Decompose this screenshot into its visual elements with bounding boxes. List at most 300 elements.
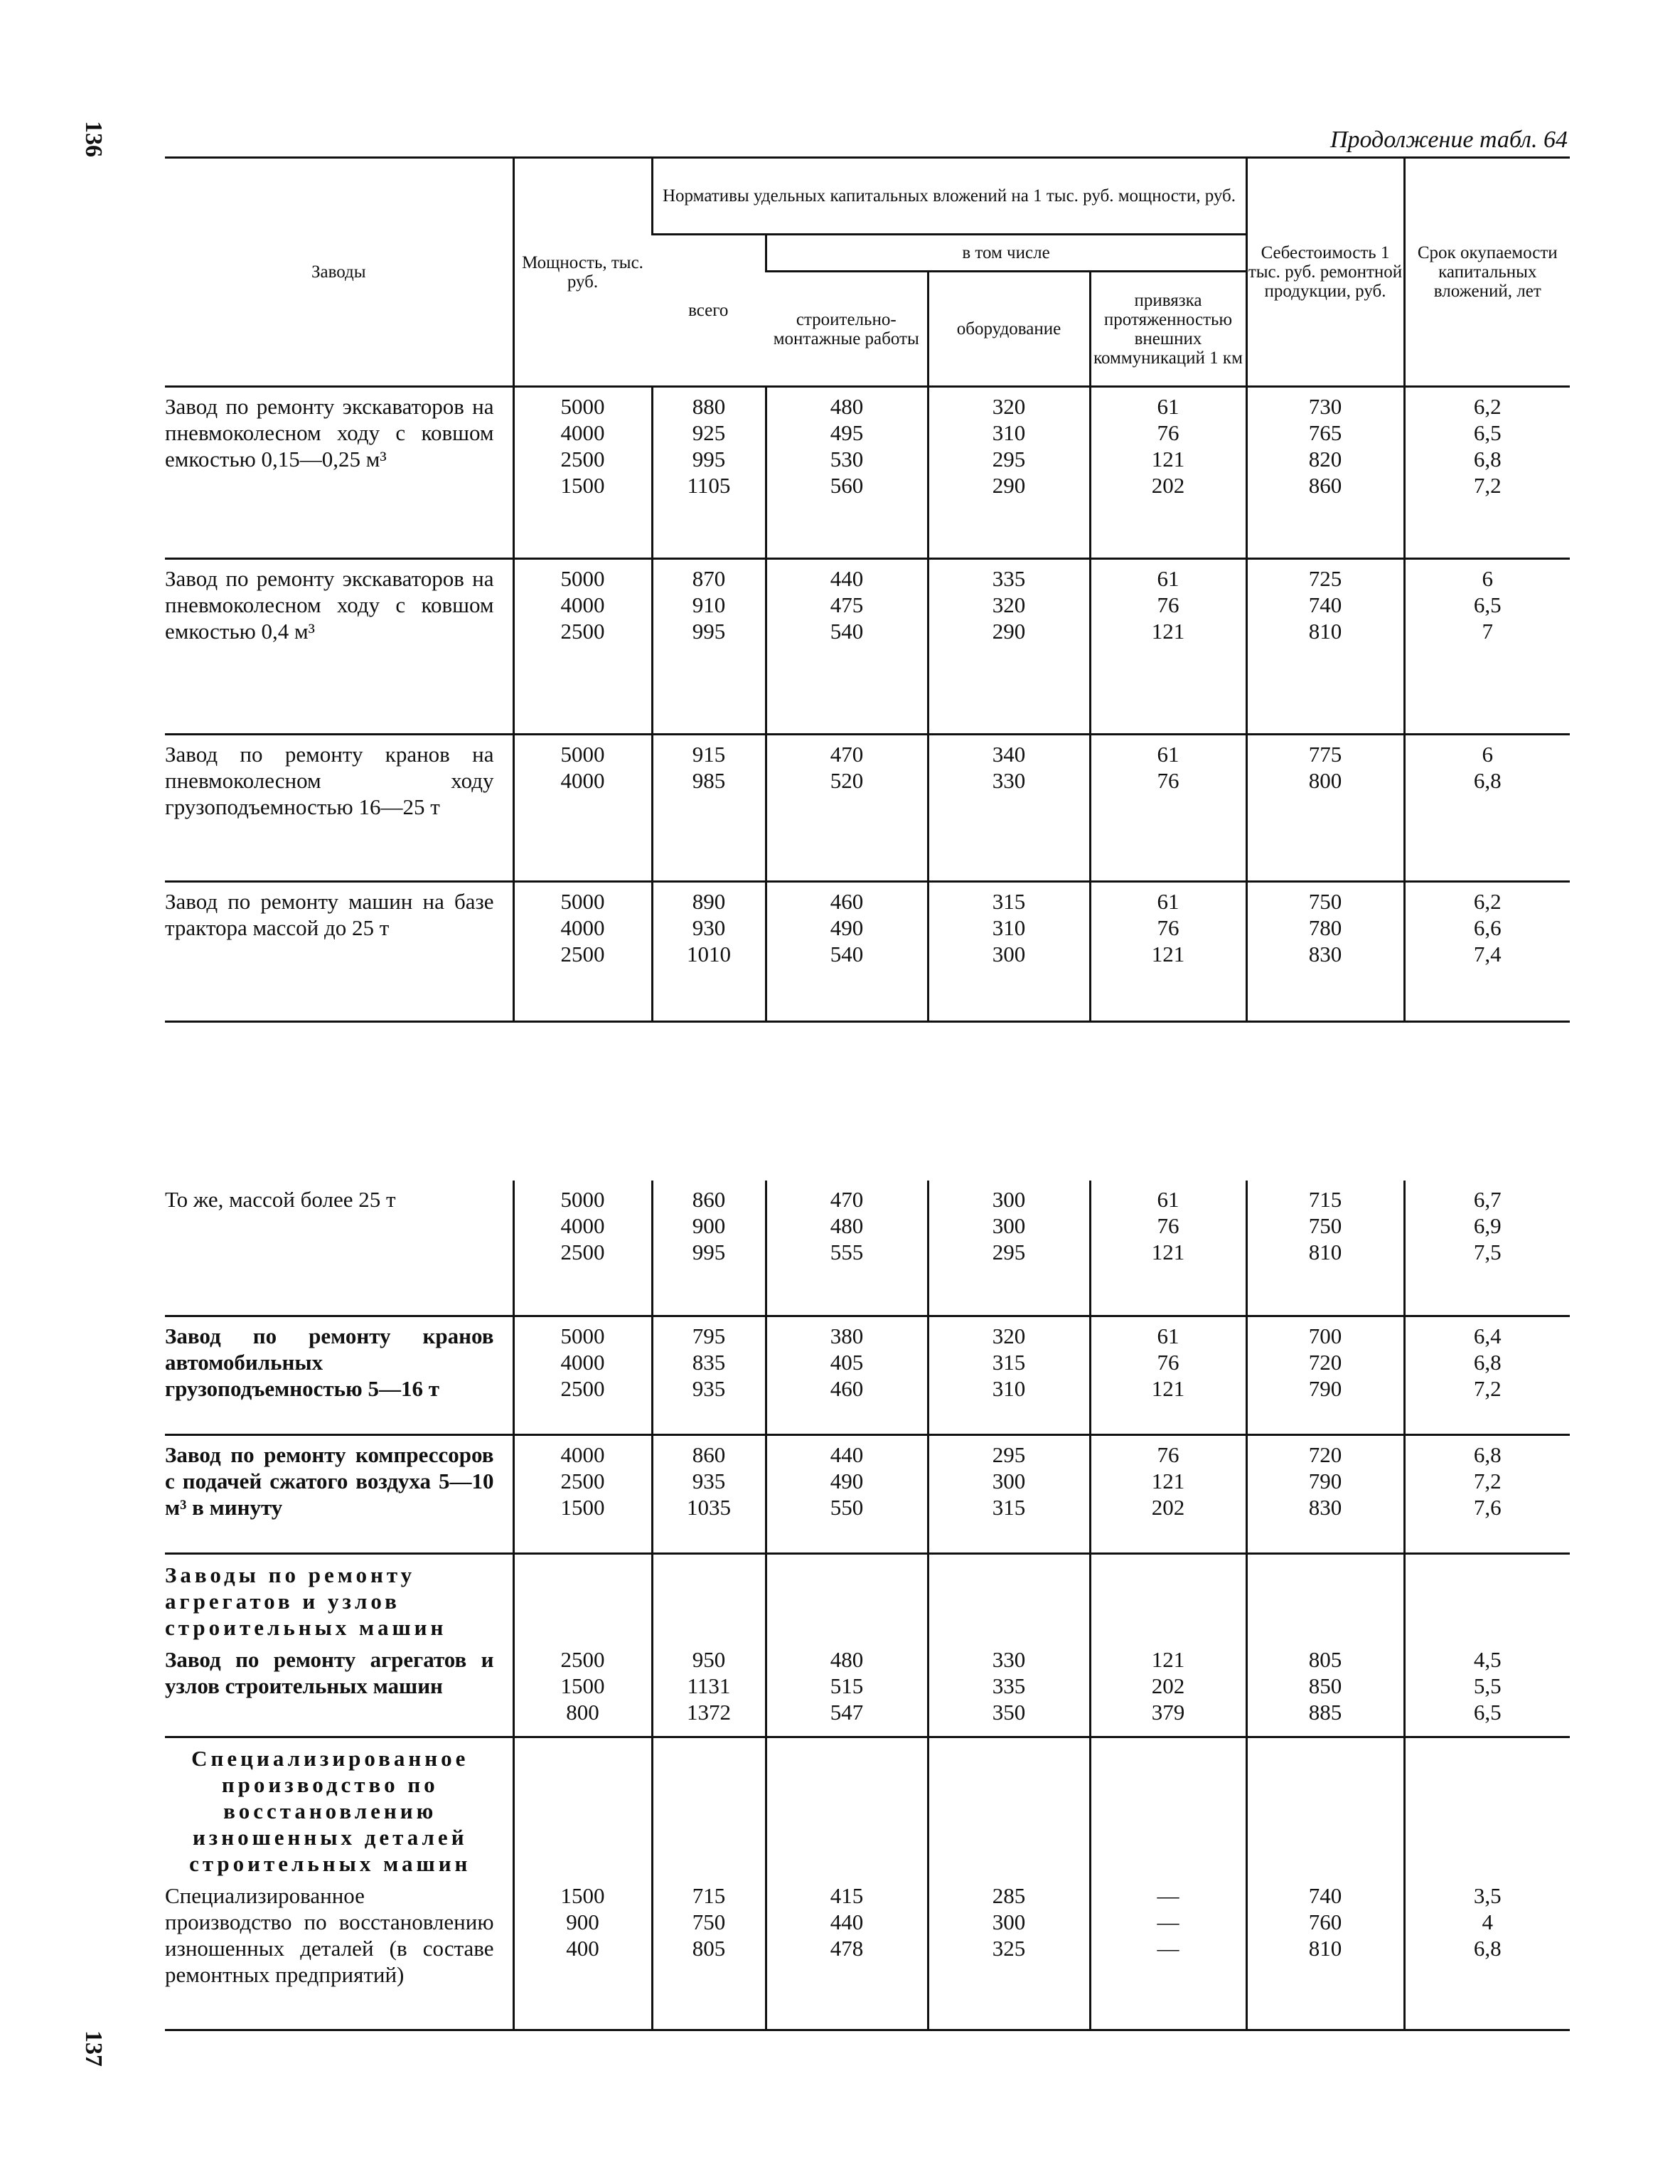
total-cell [652,559,766,735]
equipment-cell [928,1181,1090,1316]
construction-value: 440 [830,1909,864,1934]
table-row [165,1316,1570,1435]
equipment-value: 300 [992,1187,1026,1212]
payback-value: 6,2 [1473,394,1502,419]
capacity-value: 2500 [560,447,605,472]
construction-value: 547 [830,1700,864,1725]
cost-value: 715 [1308,1187,1342,1212]
section-title: Заводы по ремонту агрегатов и узлов строительных машин [165,1562,447,1640]
total-cell [652,1435,766,1554]
capacity-value: 5000 [560,889,605,914]
section-header-row [165,1737,1570,1877]
construction-value: 550 [830,1495,864,1520]
table-row [165,882,1570,1022]
equipment-value: 300 [992,1469,1026,1493]
construction-cell [766,1877,928,2030]
construction-value: 415 [830,1883,864,1908]
cost-value: 830 [1308,1495,1342,1520]
construction-cell [766,882,928,1022]
capacity-value: 4000 [560,1442,605,1467]
equipment-cell [928,1641,1090,1737]
capacity-cell [513,1641,652,1737]
total-value: 950 [692,1647,726,1672]
total-value: 1010 [687,942,731,966]
construction-cell [766,1181,928,1316]
equipment-value: 310 [992,1376,1026,1401]
payback-value: 6 [1482,742,1494,767]
factory-name: Завод по ремонту компрессоров с подачей сжатого воздуха 5—10 м³ в минуту [165,1435,513,1554]
equipment-value: 300 [992,1909,1026,1934]
communications-value: — [1157,1909,1179,1934]
communications-cell [1090,1435,1246,1554]
cost-value: 700 [1308,1323,1342,1348]
payback-value: 7 [1482,619,1494,644]
table-row [165,1641,1570,1737]
cost-value: 885 [1308,1700,1342,1725]
equipment-value: 335 [992,1673,1026,1698]
table-row [165,387,1570,559]
equipment-value: 295 [992,1240,1026,1264]
cost-value: 860 [1308,473,1342,498]
equipment-value: 310 [992,420,1026,445]
capacity-cell [513,387,652,559]
construction-cell [766,387,928,559]
total-cell [652,882,766,1022]
communications-cell [1090,735,1246,882]
capacity-cell [513,1435,652,1554]
equipment-cell [928,1877,1090,2030]
empty-cell [1090,1554,1246,1641]
cost-value: 820 [1308,447,1342,472]
payback-value: 6,4 [1473,1323,1502,1348]
total-value: 930 [692,915,726,940]
construction-value: 480 [830,1213,864,1238]
empty-cell [928,1554,1090,1641]
total-value: 715 [692,1883,726,1908]
cost-value: 760 [1308,1909,1342,1934]
payback-cell [1404,1877,1570,2030]
payback-value: 6,5 [1473,592,1502,617]
communications-value: 61 [1157,1187,1179,1212]
capacity-value: 5000 [560,1323,605,1348]
header-factories: Заводы [165,158,513,387]
capacity-cell [513,1181,652,1316]
page-number-bottom: 137 [80,2030,107,2067]
payback-value: 6,8 [1473,768,1502,793]
capacity-value: 2500 [560,1647,605,1672]
total-value: 995 [692,619,726,644]
equipment-value: 290 [992,619,1026,644]
communications-value: 121 [1151,1240,1185,1264]
table-row [165,1181,1570,1316]
total-value: 900 [692,1213,726,1238]
total-value: 880 [692,394,726,419]
cost-value: 775 [1308,742,1342,767]
factory-name: Завод по ремонту экскаваторов на пневмоколесном ходу с ковшом емкостью 0,15—0,25 м³ [165,387,513,559]
table-top [165,156,1570,1023]
total-value: 860 [692,1187,726,1212]
total-value: 835 [692,1350,726,1375]
empty-cell [652,1737,766,1877]
communications-value: — [1157,1883,1179,1908]
payback-value: 6,5 [1473,1700,1502,1725]
header-equipment: оборудование [928,272,1090,387]
capacity-value: 2500 [560,1376,605,1401]
construction-value: 515 [830,1673,864,1698]
header-construction: строительно-монтажные работы [766,272,928,387]
payback-cell [1404,559,1570,735]
cost-value: 725 [1308,566,1342,591]
capacity-value: 4000 [560,1350,605,1375]
payback-cell [1404,387,1570,559]
communications-value: 76 [1157,768,1179,793]
table-row [165,735,1570,882]
cost-value: 750 [1308,889,1342,914]
cost-value: 750 [1308,1213,1342,1238]
communications-value: 61 [1157,1323,1179,1348]
table-row [165,559,1570,735]
capacity-cell [513,882,652,1022]
equipment-value: 325 [992,1936,1026,1961]
factory-name: Специализированное производство по восстановлению изношенных деталей (в составе ремонтных предприятий) [165,1877,513,2030]
construction-value: 440 [830,1442,864,1467]
payback-value: 6 [1482,566,1494,591]
cost-cell [1246,1316,1404,1435]
header-payback: Срок окупаемости капитальных вложений, лет [1404,158,1570,387]
empty-cell [1246,1554,1404,1641]
total-value: 1372 [687,1700,731,1725]
equipment-value: 320 [992,394,1026,419]
communications-value: 76 [1157,915,1179,940]
capacity-value: 2500 [560,942,605,966]
payback-value: 6,5 [1473,420,1502,445]
total-cell [652,1877,766,2030]
empty-cell [1404,1737,1570,1877]
header-cost: Себестоимость 1 тыс. руб. ремонтной продукции, руб. [1246,158,1404,387]
cost-value: 850 [1308,1673,1342,1698]
total-value: 1131 [687,1673,731,1698]
capacity-value: 400 [566,1936,599,1961]
capacity-value: 1500 [560,1883,605,1908]
equipment-cell [928,882,1090,1022]
equipment-value: 315 [992,1495,1026,1520]
equipment-value: 290 [992,473,1026,498]
table-row [165,1877,1570,2030]
total-value: 995 [692,1240,726,1264]
factory-name: Завод по ремонту экскаваторов на пневмоколесном ходу с ковшом емкостью 0,4 м³ [165,559,513,735]
construction-cell [766,1435,928,1554]
communications-cell [1090,1641,1246,1737]
construction-cell [766,1316,928,1435]
cost-value: 810 [1308,1240,1342,1264]
equipment-value: 330 [992,1647,1026,1672]
payback-value: 7,5 [1473,1240,1502,1264]
capacity-value: 5000 [560,394,605,419]
construction-cell [766,1641,928,1737]
construction-value: 490 [830,915,864,940]
construction-value: 460 [830,1376,864,1401]
construction-value: 540 [830,619,864,644]
capacity-value: 5000 [560,566,605,591]
header-including: в том числе [766,235,1246,272]
communications-value: 76 [1157,1350,1179,1375]
payback-cell [1404,1435,1570,1554]
total-value: 795 [692,1323,726,1348]
cost-value: 810 [1308,619,1342,644]
equipment-value: 300 [992,1213,1026,1238]
capacity-value: 800 [566,1700,599,1725]
construction-value: 470 [830,742,864,767]
construction-value: 540 [830,942,864,966]
cost-value: 805 [1308,1647,1342,1672]
empty-cell [766,1737,928,1877]
total-value: 985 [692,768,726,793]
equipment-value: 300 [992,942,1026,966]
capacity-value: 4000 [560,768,605,793]
payback-cell [1404,1316,1570,1435]
section-title: Специализированное производство по восстановлению изношенных деталей строительных машин [189,1746,471,1876]
equipment-value: 310 [992,915,1026,940]
payback-value: 6,8 [1473,1936,1502,1961]
cost-value: 720 [1308,1442,1342,1467]
communications-cell [1090,1316,1246,1435]
payback-value: 3,5 [1473,1883,1502,1908]
capacity-value: 4000 [560,420,605,445]
communications-value: 121 [1151,447,1185,472]
equipment-value: 315 [992,889,1026,914]
total-value: 995 [692,447,726,472]
equipment-cell [928,1435,1090,1554]
table-row [165,1435,1570,1554]
communications-value: 61 [1157,566,1179,591]
communications-value: 121 [1151,1376,1185,1401]
communications-value: 202 [1151,1495,1185,1520]
construction-value: 470 [830,1187,864,1212]
cost-cell [1246,559,1404,735]
cost-value: 720 [1308,1350,1342,1375]
payback-value: 6,7 [1473,1187,1502,1212]
total-value: 805 [692,1936,726,1961]
communications-cell [1090,1877,1246,2030]
total-cell [652,387,766,559]
cost-cell [1246,1641,1404,1737]
communications-value: 121 [1151,1469,1185,1493]
empty-cell [513,1554,652,1641]
construction-value: 460 [830,889,864,914]
empty-cell [652,1554,766,1641]
capacity-cell [513,559,652,735]
communications-cell [1090,559,1246,735]
empty-cell [1404,1554,1570,1641]
equipment-value: 335 [992,566,1026,591]
payback-value: 6,2 [1473,889,1502,914]
cost-value: 740 [1308,1883,1342,1908]
equipment-cell [928,559,1090,735]
communications-value: 61 [1157,394,1179,419]
total-value: 1105 [687,473,731,498]
communications-value: 202 [1151,473,1185,498]
capacity-value: 5000 [560,742,605,767]
factory-name: Завод по ремонту агрегатов и узлов строительных машин [165,1641,513,1737]
factory-name: Завод по ремонту машин на базе трактора массой до 25 т [165,882,513,1022]
total-value: 890 [692,889,726,914]
construction-value: 495 [830,420,864,445]
communications-value: — [1157,1936,1179,1961]
communications-value: 121 [1151,942,1185,966]
cost-cell [1246,387,1404,559]
continuation-caption: Продолжение табл. 64 [1329,127,1568,153]
total-value: 915 [692,742,726,767]
payback-value: 4 [1482,1909,1493,1934]
factory-name: То же, массой более 25 т [165,1181,513,1316]
empty-cell [928,1737,1090,1877]
construction-value: 405 [830,1350,864,1375]
header-communications: привязка протяженностью внешних коммуникаций 1 км [1090,272,1246,387]
capacity-value: 2500 [560,1240,605,1264]
payback-value: 7,2 [1473,1376,1502,1401]
header-total: всего [652,235,766,387]
payback-value: 6,6 [1473,915,1502,940]
payback-value: 6,8 [1473,447,1502,472]
communications-value: 76 [1157,1442,1179,1467]
capacity-value: 2500 [560,1469,605,1493]
communications-value: 121 [1151,1647,1185,1672]
payback-value: 4,5 [1473,1647,1502,1672]
communications-value: 61 [1157,742,1179,767]
construction-value: 478 [830,1936,864,1961]
communications-value: 379 [1151,1700,1185,1725]
payback-cell [1404,1181,1570,1316]
payback-value: 6,8 [1473,1350,1502,1375]
cost-value: 790 [1308,1376,1342,1401]
capacity-value: 1500 [560,473,605,498]
capacity-value: 1500 [560,1495,605,1520]
cost-value: 780 [1308,915,1342,940]
communications-value: 76 [1157,592,1179,617]
payback-value: 7,2 [1473,473,1502,498]
cost-value: 790 [1308,1469,1342,1493]
equipment-value: 295 [992,1442,1026,1467]
payback-cell [1404,1641,1570,1737]
construction-value: 555 [830,1240,864,1264]
payback-value: 6,8 [1473,1442,1502,1467]
payback-value: 6,9 [1473,1213,1502,1238]
total-cell [652,735,766,882]
equipment-value: 330 [992,768,1026,793]
payback-value: 7,4 [1473,942,1502,966]
communications-cell [1090,882,1246,1022]
capacity-value: 4000 [560,1213,605,1238]
payback-value: 5,5 [1473,1673,1502,1698]
equipment-value: 315 [992,1350,1026,1375]
total-value: 910 [692,592,726,617]
capacity-value: 2500 [560,619,605,644]
communications-cell [1090,1181,1246,1316]
construction-value: 560 [830,473,864,498]
capacity-value: 1500 [560,1673,605,1698]
construction-value: 480 [830,1647,864,1672]
equipment-value: 295 [992,447,1026,472]
cost-cell [1246,882,1404,1022]
capacity-value: 4000 [560,915,605,940]
construction-value: 520 [830,768,864,793]
page-number-top: 136 [80,121,107,157]
construction-value: 440 [830,566,864,591]
cost-value: 740 [1308,592,1342,617]
construction-value: 490 [830,1469,864,1493]
factory-name: Завод по ремонту кранов автомобильных грузоподъемностью 5—16 т [165,1316,513,1435]
total-cell [652,1316,766,1435]
capacity-value: 4000 [560,592,605,617]
cost-cell [1246,1181,1404,1316]
communications-value: 61 [1157,889,1179,914]
communications-value: 202 [1151,1673,1185,1698]
construction-value: 380 [830,1323,864,1348]
cost-value: 830 [1308,942,1342,966]
construction-value: 480 [830,394,864,419]
construction-cell [766,735,928,882]
total-value: 750 [692,1909,726,1934]
total-value: 870 [692,566,726,591]
capacity-cell [513,735,652,882]
cost-value: 730 [1308,394,1342,419]
total-value: 935 [692,1376,726,1401]
payback-cell [1404,882,1570,1022]
total-value: 1035 [687,1495,731,1520]
communications-cell [1090,387,1246,559]
capacity-value: 5000 [560,1187,605,1212]
construction-cell [766,559,928,735]
capacity-value: 900 [566,1909,599,1934]
total-value: 935 [692,1469,726,1493]
empty-cell [513,1737,652,1877]
equipment-value: 350 [992,1700,1026,1725]
total-value: 925 [692,420,726,445]
factory-name: Завод по ремонту кранов на пневмоколесном ходу грузоподъемностью 16—25 т [165,735,513,882]
empty-cell [1090,1737,1246,1877]
total-cell [652,1181,766,1316]
payback-value: 7,6 [1473,1495,1502,1520]
equipment-cell [928,1316,1090,1435]
equipment-cell [928,735,1090,882]
header-norms: Нормативы удельных капитальных вложений на 1 тыс. руб. мощности, руб. [652,158,1246,235]
cost-cell [1246,735,1404,882]
payback-value: 7,2 [1473,1469,1502,1493]
communications-value: 76 [1157,1213,1179,1238]
section-header-row [165,1554,1570,1641]
payback-cell [1404,735,1570,882]
header-capacity: Мощность, тыс. руб. [513,158,652,387]
equipment-value: 320 [992,1323,1026,1348]
equipment-value: 340 [992,742,1026,767]
empty-cell [1246,1737,1404,1877]
equipment-value: 320 [992,592,1026,617]
construction-value: 530 [830,447,864,472]
construction-value: 475 [830,592,864,617]
communications-value: 76 [1157,420,1179,445]
cost-cell [1246,1877,1404,2030]
total-cell [652,1641,766,1737]
communications-value: 121 [1151,619,1185,644]
cost-cell [1246,1435,1404,1554]
equipment-cell [928,387,1090,559]
total-value: 860 [692,1442,726,1467]
table-bottom [165,1181,1570,2031]
cost-value: 810 [1308,1936,1342,1961]
equipment-value: 285 [992,1883,1026,1908]
empty-cell [766,1554,928,1641]
capacity-cell [513,1316,652,1435]
